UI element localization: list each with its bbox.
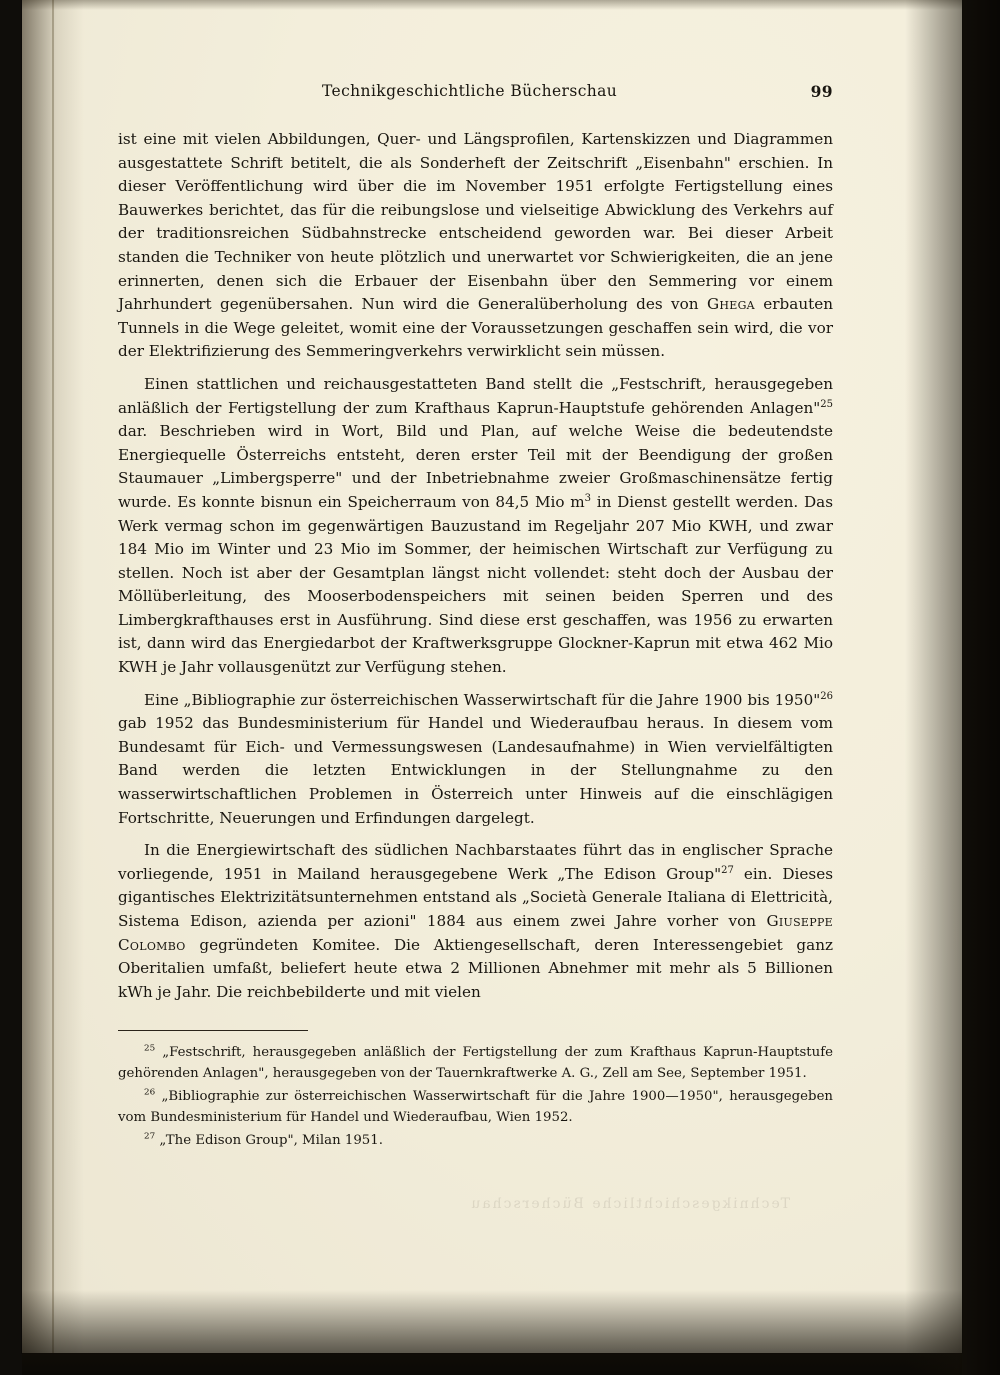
running-head bbox=[118, 82, 833, 102]
footnote-separator-rule bbox=[118, 1030, 308, 1031]
footnotes-block bbox=[118, 1043, 833, 1151]
paragraph-1: ist eine mit vielen Abbildungen, Quer- und Längsprofilen, Kartenskizzen und Diagrammen ausgestattete Schrift betitelt, die als Sonderheft der Zeitschrift „Eisenbahn" erschien. In dieser Veröffentlichung wird über die im November 1951 erfolgte Fertigstellung eines Bauwerkes berichtet, das für die reibungslose und vielseitige Abwicklung des Verkehrs auf der traditionsreichen Südbahnstrecke entscheidend geworden war. Bei dieser Arbeit standen die Techniker von heute plötzlich und unerwartet vor Schwierigkeiten, die an jene erinnerten, denen sich die Erbauer der Eisenbahn über den Semmering vor einem Jahrhundert gegenübersahen. Nun wird die Generalüberholung des von Ghega erbauten Tunnels in die Wege geleitet, womit eine der Voraussetzungen geschaffen sein wird, die vor der Elektrifizierung des Semmeringverkehrs verwirklicht sein müssen. bbox=[118, 130, 833, 361]
running-head-title: Technikgeschichtliche Bücherschau bbox=[321, 82, 618, 100]
page-number: 99 bbox=[810, 82, 833, 101]
paragraph-2: Einen stattlichen und reichausgestatteten Band stellt die „Festschrift, herausgegeben anläßlich der Fertigstellung der zum Krafthaus Kaprun-Hauptstufe gehörenden Anlagen"$^{25}$ dar. Beschrieben wird in Wort, Bild und Plan, auf welche Weise die bedeutendste Energiequelle Österreichs entsteht, deren erster Teil mit der Beendigung der großen Staumauer „Limbergsperre" und der Inbetriebnahme zweier Großmaschinensätze fertig wurde. Es konnte bisnun ein Speicherraum von 84,5 Mio m$^3$ in Dienst gestellt werden. Das Werk vermag schon im gegenwärtigen Bauzustand im Regeljahr 207 Mio KWH, und zwar 184 Mio im Winter und 23 Mio im Sommer, der heimischen Wirtschaft zur Verfügung zu stellen. Noch ist aber der Gesamtplan längst nicht vollendet: steht doch der Ausbau der Möllüberleitung, des Mooserbodenspeichers mit seinen beiden Sperren und des Limbergkrafthauses erst in Ausführung. Sind diese erst geschaffen, was 1956 zu erwarten ist, dann wird das Energiedarbot der Kraftwerksgruppe Glockner-Kaprun mit etwa 462 Mio KWH je Jahr vollausgenützt zur Verfügung stehen. bbox=[118, 374, 833, 677]
footnote-27: $^{27}$ „The Edison Group", Milan 1951. bbox=[144, 1131, 383, 1148]
page-text-block bbox=[118, 82, 833, 1154]
footnote-25: $^{25}$ „Festschrift, herausgegeben anläßlich der Fertigstellung der zum Krafthaus Kaprun-Hauptstufe gehörenden Anlagen", herausgegeben von der Tauernkraftwerke A. G., Zell am See, September 1951. bbox=[118, 1043, 833, 1081]
footnote-26: $^{26}$ „Bibliographie zur österreichischen Wasserwirtschaft für die Jahre 1900—1950", herausgegeben vom Bundesministerium für Handel und Wiederaufbau, Wien 1952. bbox=[118, 1087, 833, 1125]
paragraph-3: Eine „Bibliographie zur österreichischen Wasserwirtschaft für die Jahre 1900 bis 1950"$^{26}$ gab 1952 das Bundesministerium für Handel und Wiederaufbau heraus. In diesem vom Bundesamt für Eich- und Vermessungswesen (Landesaufnahme) in Wien vervielfältigten Band werden die letzten Entwicklungen in der Stellungnahme zu den wasserwirtschaftlichen Problemen in Österreich unter Hinweis auf die einschlägigen Fortschritte, Neuerungen und Erfindungen dargelegt. bbox=[118, 690, 833, 827]
body-paragraphs bbox=[118, 128, 833, 1004]
paragraph-4: In die Energiewirtschaft des südlichen Nachbarstaates führt das in englischer Sprache vorliegende, 1951 in Mailand herausgegebene Werk „The Edison Group"$^{27}$ ein. Dieses gigantisches Elektrizitätsunternehmen entstand als „Società Generale Italiana di Elettricità, Sistema Edison, azienda per azioni" 1884 aus einem zwei Jahre vorher von Giuseppe Colombo gegründeten Komitee. Die Aktiengesellschaft, deren Interessengebiet ganz Oberitalien umfaßt, beliefert heute etwa 2 Millionen Abnehmer mit mehr als 5 Billionen kWh je Jahr. Die reichbebilderte und mit vielen bbox=[118, 841, 833, 1001]
